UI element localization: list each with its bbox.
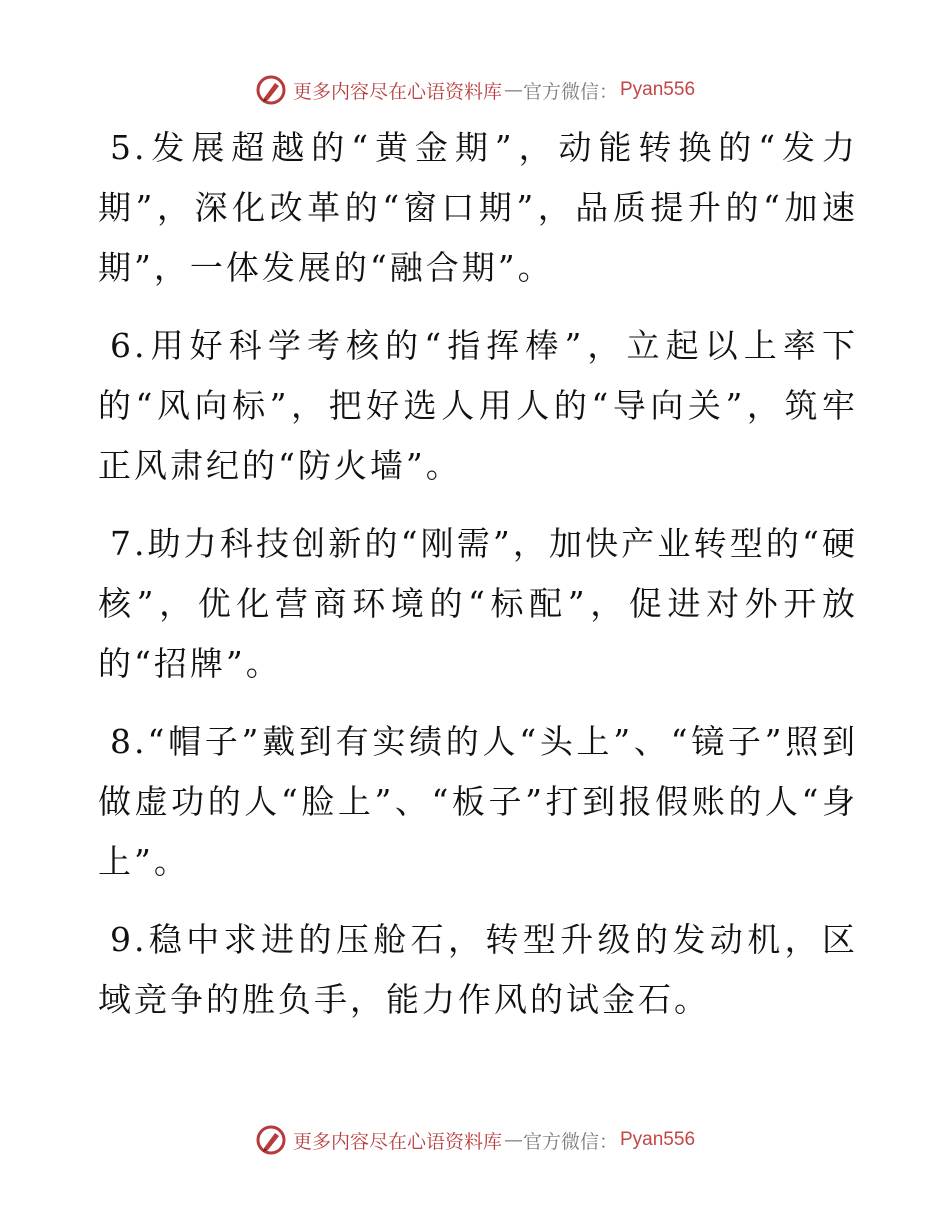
pen-logo-icon [255,1124,287,1156]
list-item: 6.用好科学考核的“指挥棒”，立起以上率下的“风向标”，把好选人用人的“导向关”，筑牢正风肃纪的“防火墙”。 [98,326,858,485]
watermark-separator: — [503,79,521,101]
list-item: 9.稳中求进的压舱石，转型升级的发动机，区域竞争的胜负手，能力作风的试金石。 [98,920,858,1019]
list-item: 5.发展超越的“黄金期”，动能转换的“发力期”，深化改革的“窗口期”，品质提升的“加速期”，一体发展的“融合期”。 [98,128,858,287]
list-item: 7.助力科技创新的“刚需”，加快产业转型的“硬核”，优化营商环境的“标配”，促进对外开放的“招牌”。 [98,524,858,683]
document-body [98,118,858,1048]
watermark-text: 更多内容尽在心语资料库 [292,1130,502,1153]
watermark-text: 更多内容尽在心语资料库 [292,80,502,103]
watermark-id: Pyan556 [620,79,696,100]
watermark-label: 官方微信： [522,80,618,103]
watermark-id: Pyan556 [620,1129,696,1150]
watermark-label: 官方微信： [522,1130,618,1153]
pen-logo-icon [255,74,287,106]
watermark-separator: — [503,1129,521,1151]
header-watermark [0,70,950,110]
footer-watermark [0,1120,950,1160]
list-item: 8.“帽子”戴到有实绩的人“头上”、“镜子”照到做虚功的人“脸上”、“板子”打到报假账的人“身上”。 [98,722,858,881]
